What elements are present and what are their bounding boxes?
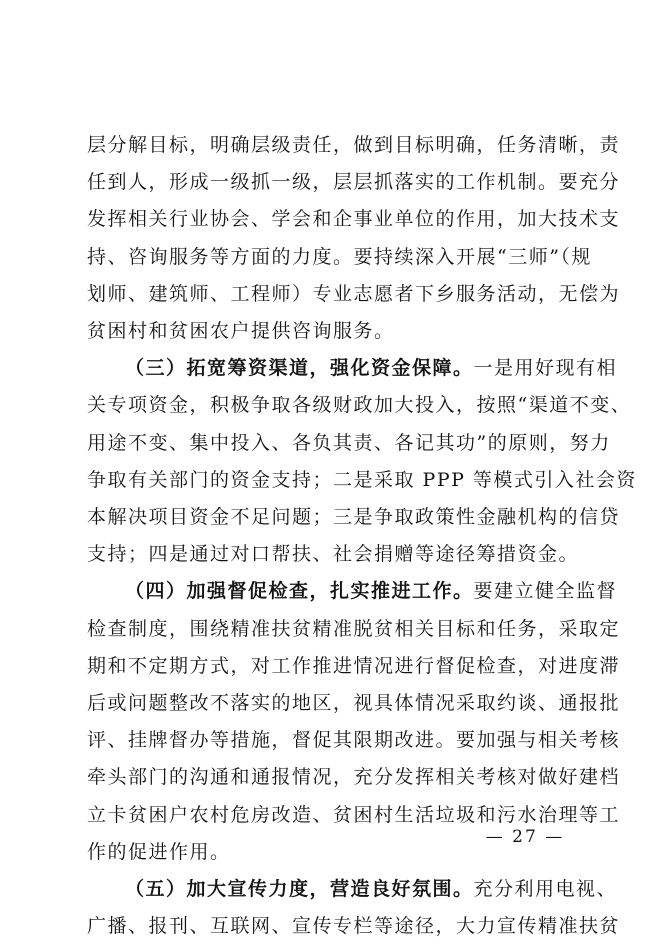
text-line: 任到人，形成一级抓一级，层层抓落实的工作机制。要充分 xyxy=(87,171,621,193)
section-3-first-line xyxy=(125,349,618,387)
text-line: 后或问题整改不落实的地区，视具体情况采取约谈、通报批 xyxy=(87,692,621,714)
text-line: 贫困村和贫困农户提供咨询服务。 xyxy=(87,320,395,342)
section-4-heading: （四）加强督促检查，扎实推进工作。 xyxy=(125,580,474,602)
section-5-first-line-text: 充分利用电视、 xyxy=(473,878,618,900)
page-number: — 27 — xyxy=(485,827,565,847)
section-4-first-line-text: 要建立健全监督 xyxy=(473,580,618,602)
text-line: 立卡贫困户农村危房改造、贫困村生活垃圾和污水治理等工 xyxy=(87,804,621,826)
text-line: 作的促进作用。 xyxy=(87,841,231,863)
text-line: 检查制度，围绕精准扶贫精准脱贫相关目标和任务，采取定 xyxy=(87,618,621,640)
section-5-first-line xyxy=(125,870,618,908)
text-line: 关专项资金，积极争取各级财政加大投入，按照“渠道不变、 xyxy=(87,394,632,416)
section-3-heading: （三）拓宽筹资渠道，强化资金保障。 xyxy=(125,357,474,379)
text-line: 层分解目标，明确层级责任，做到目标明确，任务清晰，责 xyxy=(87,134,621,156)
text-line: 评、挂牌督办等措施，督促其限期改进。要加强与相关考核 xyxy=(87,729,621,751)
text-line: 牵头部门的沟通和通报情况，充分发挥相关考核对做好建档 xyxy=(87,766,621,788)
text-line: 持、咨询服务等方面的力度。要持续深入开展“三师”（规 xyxy=(87,246,592,268)
section-4-first-line xyxy=(125,572,618,610)
text-line: 发挥相关行业协会、学会和企事业单位的作用，加大技术支 xyxy=(87,208,621,230)
text-line: 期和不定期方式，对工作推进情况进行督促检查，对进度滞 xyxy=(87,655,621,677)
text-line: 广播、报刊、互联网、宣传专栏等途径，大力宣传精准扶贫 xyxy=(87,915,621,937)
section-3-first-line-text: 一是用好现有相 xyxy=(473,357,618,379)
text-line: 划师、建筑师、工程师）专业志愿者下乡服务活动，无偿为 xyxy=(87,283,621,305)
text-line: 用途不变、集中投入、各负其责、各记其功”的原则，努力 xyxy=(87,432,611,454)
text-line: 争取有关部门的资金支持；二是采取 PPP 等模式引入社会资 xyxy=(87,469,637,491)
text-line: 支持；四是通过对口帮扶、社会捐赠等途径筹措资金。 xyxy=(87,543,580,565)
section-5-heading: （五）加大宣传力度，营造良好氛围。 xyxy=(125,878,474,900)
text-line: 本解决项目资金不足问题；三是争取政策性金融机构的信贷 xyxy=(87,506,621,528)
